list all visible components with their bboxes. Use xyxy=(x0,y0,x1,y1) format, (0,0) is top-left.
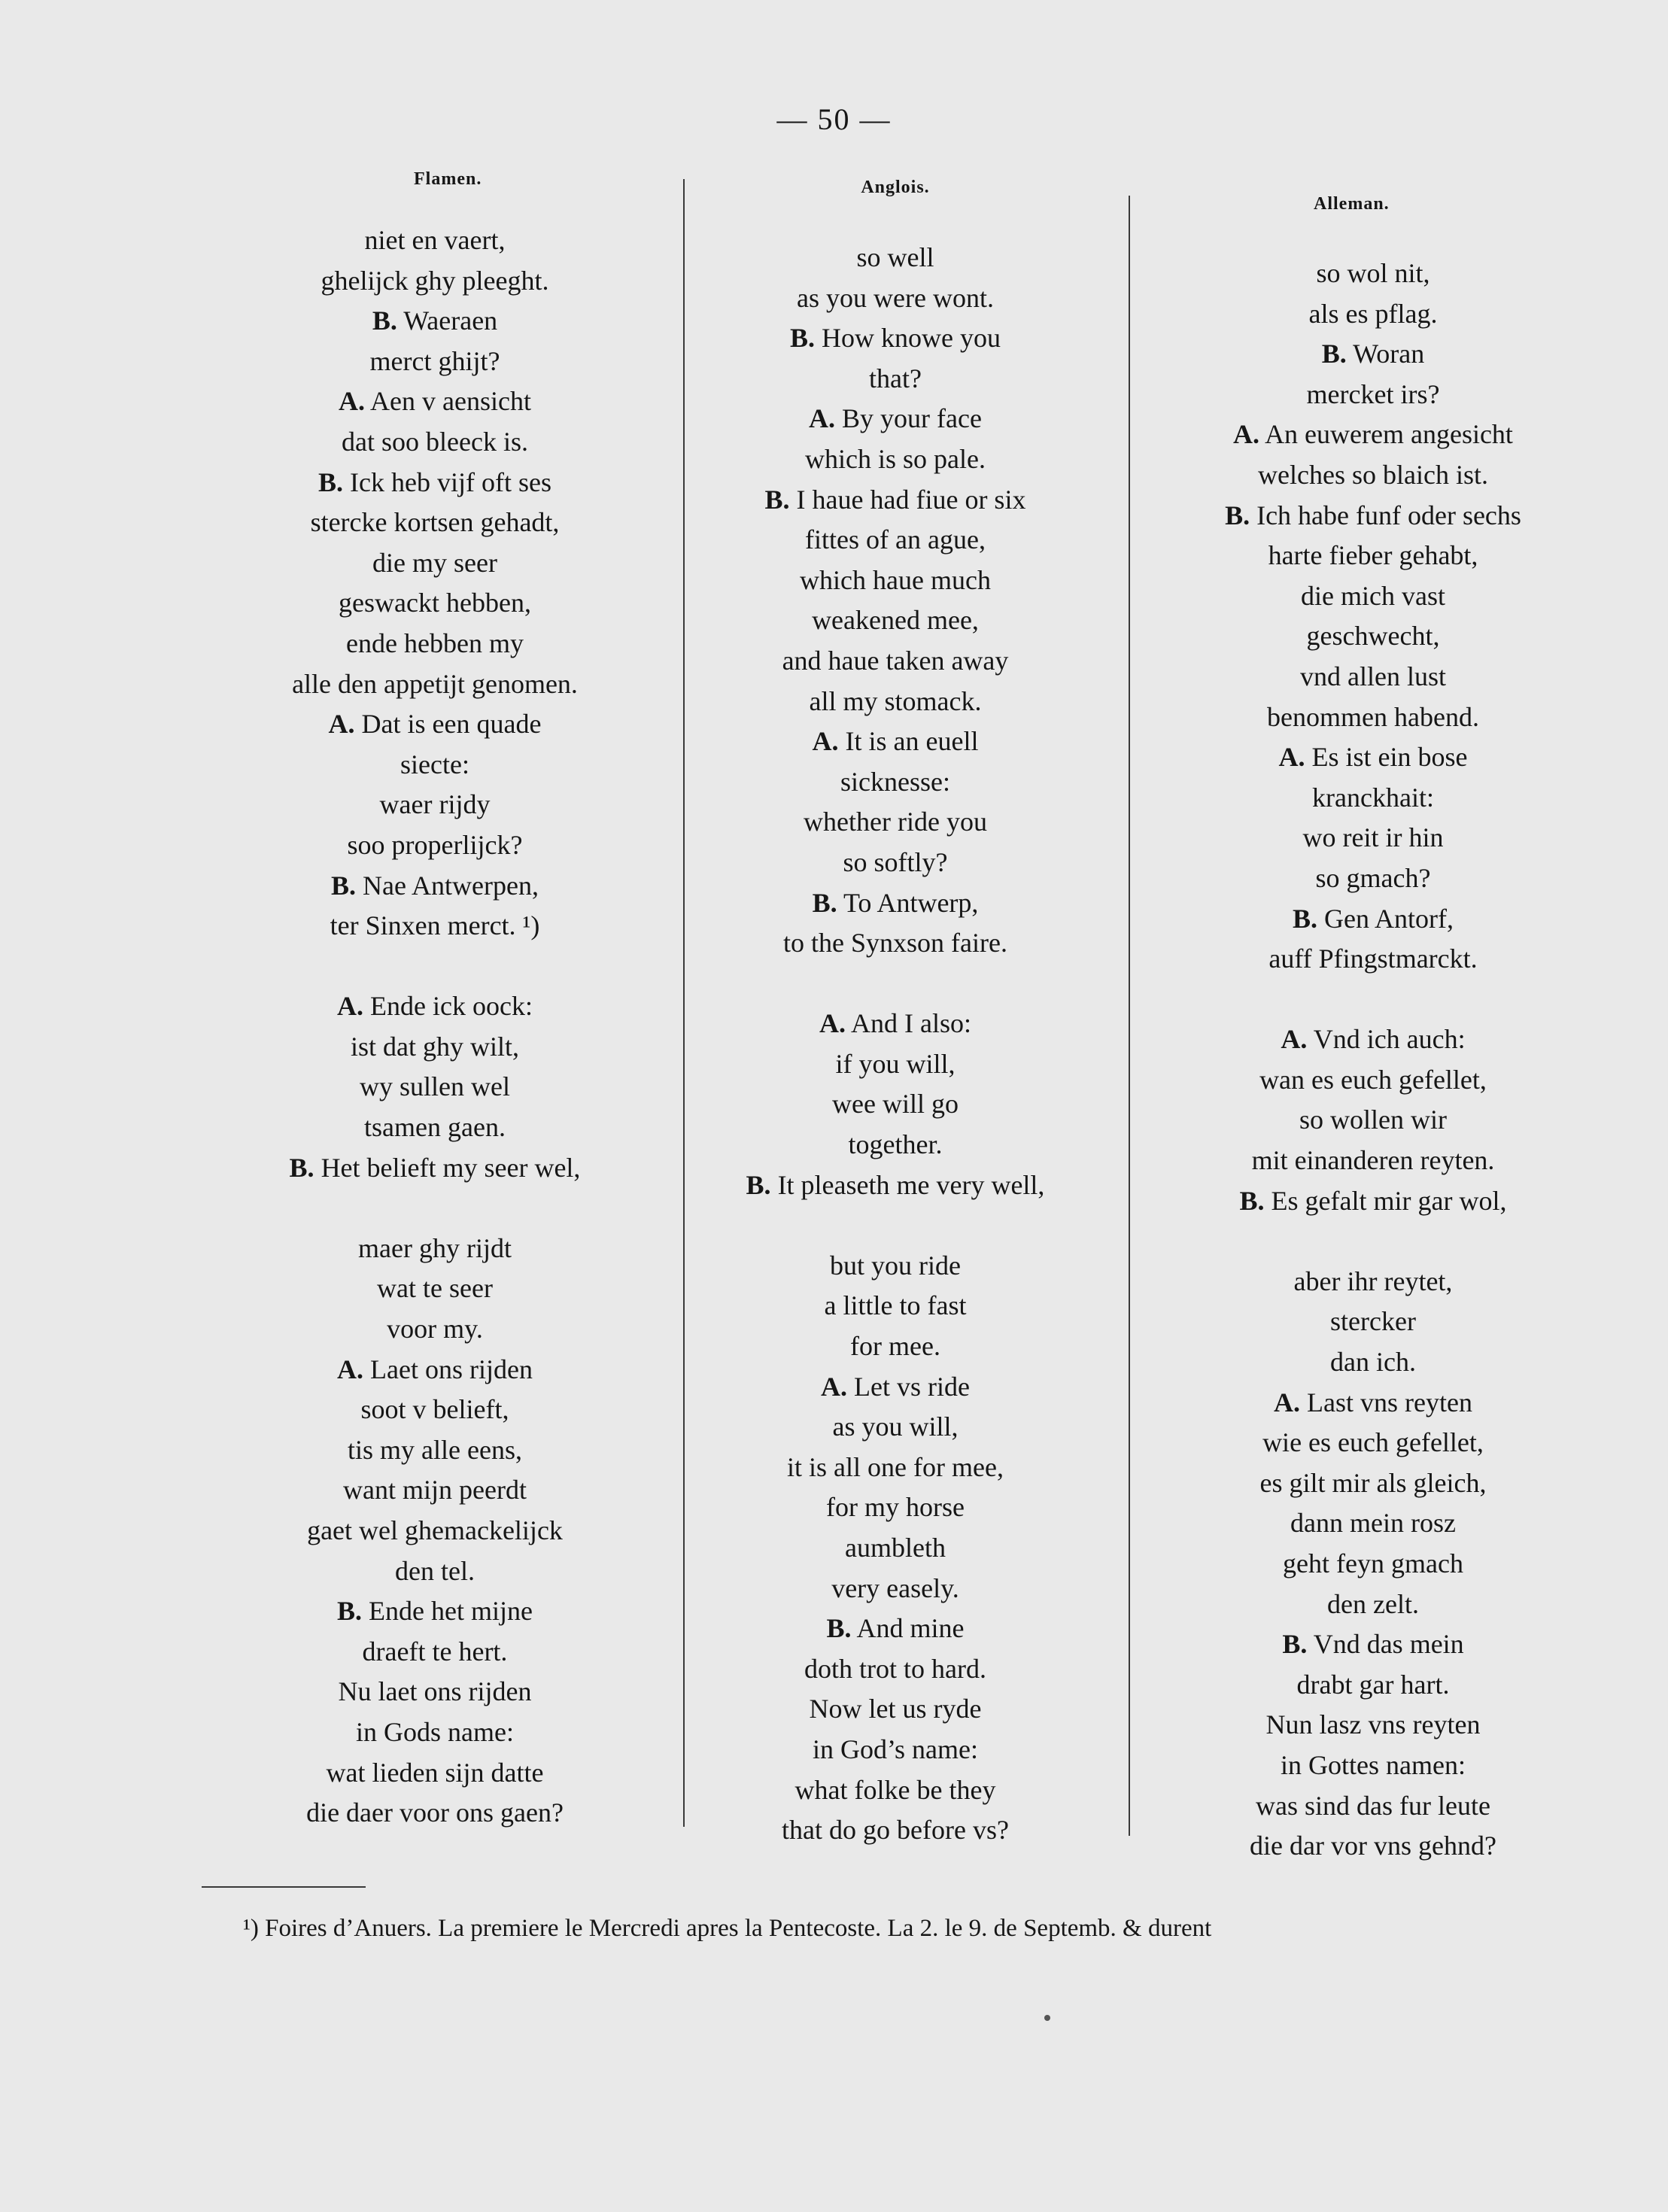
text-line xyxy=(681,843,1110,883)
line-text: Nun lasz vns reyten xyxy=(1265,1709,1481,1740)
text-line xyxy=(224,261,646,302)
line-text: harte fieber gehabt, xyxy=(1268,540,1478,571)
text-line xyxy=(1144,1503,1603,1544)
line-text: als es pflag. xyxy=(1308,298,1438,329)
text-line xyxy=(224,1067,646,1108)
line-text: in Gods name: xyxy=(356,1716,514,1747)
line-text: es gilt mir als gleich, xyxy=(1259,1467,1487,1498)
text-line xyxy=(1144,1624,1603,1665)
line-text: tis my alle eens, xyxy=(348,1434,522,1465)
line-text: so well xyxy=(856,242,934,272)
speaker-label: B. xyxy=(372,305,397,336)
text-line xyxy=(224,422,646,463)
text-line xyxy=(224,946,646,987)
column-text-anglois xyxy=(681,238,1110,1851)
text-line xyxy=(1144,1383,1603,1424)
line-text: wee will go xyxy=(832,1089,959,1120)
line-text: Es gefalt mir gar wol, xyxy=(1271,1185,1507,1216)
text-line xyxy=(681,923,1110,964)
column-heading-alleman: Alleman. xyxy=(1314,194,1390,214)
text-line xyxy=(681,682,1110,722)
text-line xyxy=(1144,576,1603,617)
line-text: wat te seer xyxy=(377,1273,493,1304)
text-line xyxy=(681,964,1110,1004)
column-divider-right xyxy=(1129,196,1130,1836)
line-text: den tel. xyxy=(395,1555,475,1586)
text-line xyxy=(1144,536,1603,576)
line-text: for my horse xyxy=(826,1492,965,1523)
line-text: that do go before vs? xyxy=(782,1815,1009,1846)
text-line xyxy=(1144,1141,1603,1181)
text-line xyxy=(681,641,1110,682)
text-line xyxy=(1144,899,1603,940)
text-line xyxy=(1144,737,1603,778)
line-text: in God’s name: xyxy=(813,1733,978,1764)
speaker-label: A. xyxy=(819,1008,846,1039)
text-line xyxy=(1144,496,1603,536)
speaker-label: A. xyxy=(337,1354,364,1384)
text-line xyxy=(224,342,646,382)
line-text: die daer voor ons gaen? xyxy=(306,1797,564,1828)
speaker-label: A. xyxy=(1278,742,1305,773)
speaker-label: B. xyxy=(1282,1629,1308,1660)
line-text: fittes of an ague, xyxy=(805,524,986,555)
line-text: merct ghijt? xyxy=(369,345,500,376)
line-text: a little to fast xyxy=(824,1290,967,1321)
speaker-label: A. xyxy=(328,709,355,740)
line-text: it is all one for mee, xyxy=(787,1451,1004,1482)
speaker-label: B. xyxy=(1293,903,1318,934)
text-line xyxy=(681,1044,1110,1085)
text-line xyxy=(224,1793,646,1834)
text-line xyxy=(681,1286,1110,1326)
text-line xyxy=(224,1470,646,1511)
line-text: I haue had fiue or six xyxy=(796,484,1026,515)
text-line xyxy=(224,1712,646,1753)
text-line xyxy=(1144,616,1603,657)
text-line xyxy=(224,1632,646,1673)
column-flamen xyxy=(224,169,646,1834)
line-text: which haue much xyxy=(800,564,991,595)
line-text: dann mein rosz xyxy=(1290,1508,1456,1539)
line-text: Last vns reyten xyxy=(1307,1387,1472,1417)
footnote: ¹) Foires d’Anuers. La premiere le Mercredi apres la Pentecoste. La 2. le 9. de Septemb. & durent xyxy=(243,1915,1212,1942)
line-text: Now let us ryde xyxy=(809,1694,982,1724)
line-text: Nu laet ons rijden xyxy=(338,1676,532,1707)
line-text: maer ghy rijdt xyxy=(358,1232,512,1263)
text-line xyxy=(681,1246,1110,1287)
text-line xyxy=(1144,1463,1603,1504)
line-text: sicknesse: xyxy=(840,766,950,797)
text-line xyxy=(1144,657,1603,697)
line-text: stercker xyxy=(1330,1306,1416,1337)
line-text: Gen Antorf, xyxy=(1324,903,1454,934)
text-line xyxy=(224,906,646,946)
line-text: dan ich. xyxy=(1330,1347,1416,1378)
text-line xyxy=(681,1649,1110,1690)
text-line xyxy=(224,1108,646,1148)
text-line xyxy=(1144,939,1603,980)
text-line xyxy=(1144,1100,1603,1141)
line-text: dat soo bleeck is. xyxy=(342,426,528,457)
line-text: aber ihr reytet, xyxy=(1293,1266,1453,1296)
speaker-label: B. xyxy=(331,870,357,901)
text-line xyxy=(224,1753,646,1794)
text-line xyxy=(1144,294,1603,335)
line-text: mercket irs? xyxy=(1306,378,1440,409)
speaker-label: A. xyxy=(1281,1024,1308,1055)
page-number: — 50 — xyxy=(776,102,892,136)
line-text: To Antwerp, xyxy=(843,887,979,918)
text-line xyxy=(681,278,1110,319)
line-text: so softly? xyxy=(843,846,948,877)
line-text: Dat is een quade xyxy=(361,709,542,740)
line-text: kranckhait: xyxy=(1312,782,1434,813)
text-line xyxy=(681,1004,1110,1044)
speaker-label: A. xyxy=(821,1371,848,1402)
line-text: die my seer xyxy=(372,547,497,578)
line-text: gaet wel ghemackelijck xyxy=(307,1515,563,1545)
speaker-label: B. xyxy=(826,1613,852,1644)
line-text: but you ride xyxy=(830,1250,961,1281)
text-line xyxy=(224,785,646,825)
line-text: together. xyxy=(848,1129,943,1160)
line-text: Waeraen xyxy=(403,305,498,336)
speaker-label: A. xyxy=(809,403,836,434)
text-line xyxy=(1144,1342,1603,1383)
text-line xyxy=(1144,1585,1603,1625)
text-line xyxy=(681,1810,1110,1851)
line-text: welches so blaich ist. xyxy=(1258,459,1488,490)
column-alleman xyxy=(1144,194,1603,1867)
text-line xyxy=(224,220,646,261)
text-line xyxy=(224,1188,646,1229)
text-line xyxy=(681,480,1110,521)
line-text: wat lieden sijn datte xyxy=(326,1757,544,1788)
line-text: which is so pale. xyxy=(805,443,986,474)
text-line xyxy=(681,1165,1110,1206)
speaker-label: B. xyxy=(289,1152,314,1183)
text-line xyxy=(681,1084,1110,1125)
speaker-label: B. xyxy=(764,484,790,515)
line-text: weakened mee, xyxy=(812,605,979,636)
text-line xyxy=(681,439,1110,480)
text-line xyxy=(1144,254,1603,294)
line-text: if you will, xyxy=(835,1048,956,1079)
line-text: waer rijdy xyxy=(379,789,491,820)
line-text: An euwerem angesicht xyxy=(1265,419,1513,450)
line-text: drabt gar hart. xyxy=(1296,1669,1450,1700)
text-line xyxy=(224,986,646,1027)
speaker-label: A. xyxy=(337,991,364,1022)
line-text: den zelt. xyxy=(1327,1588,1419,1619)
line-text: vnd allen lust xyxy=(1300,661,1446,691)
text-line xyxy=(681,1326,1110,1367)
text-line xyxy=(1144,858,1603,899)
text-line xyxy=(681,1487,1110,1528)
line-text: Woran xyxy=(1353,339,1425,369)
text-line xyxy=(224,1390,646,1430)
text-line xyxy=(224,463,646,503)
line-text: wan es euch gefellet, xyxy=(1259,1064,1487,1095)
line-text: soot v belieft, xyxy=(360,1394,509,1425)
line-text: ghelijck ghy pleeght. xyxy=(321,265,549,296)
line-text: so gmach? xyxy=(1315,862,1431,893)
text-line xyxy=(681,1569,1110,1609)
text-line xyxy=(1144,1019,1603,1060)
line-text: die dar vor vns gehnd? xyxy=(1250,1831,1496,1861)
line-text: Ick heb vijf oft ses xyxy=(350,466,551,497)
speaker-label: A. xyxy=(339,386,366,417)
speaker-label: B. xyxy=(790,323,816,354)
text-line xyxy=(224,1309,646,1350)
line-text: aumbleth xyxy=(845,1533,946,1563)
speaker-label: B. xyxy=(1239,1185,1265,1216)
text-line xyxy=(681,1689,1110,1730)
line-text: Ich habe funf oder sechs xyxy=(1256,500,1521,530)
speaker-label: B. xyxy=(337,1596,363,1627)
line-text: And I also: xyxy=(851,1008,971,1039)
speaker-label: A. xyxy=(812,726,839,757)
column-text-alleman xyxy=(1144,254,1603,1867)
line-text: Vnd das mein xyxy=(1313,1629,1464,1660)
line-text: wie es euch gefellet, xyxy=(1262,1427,1484,1458)
line-text: Nae Antwerpen, xyxy=(363,870,539,901)
line-text: so wol nit, xyxy=(1316,258,1430,288)
line-text: benommen habend. xyxy=(1267,701,1479,732)
text-line xyxy=(224,543,646,584)
line-text: all my stomack. xyxy=(809,685,982,716)
speaker-label: A. xyxy=(1274,1387,1301,1417)
text-line xyxy=(1144,1181,1603,1222)
line-text: geschwecht, xyxy=(1306,621,1440,652)
text-line xyxy=(224,301,646,342)
line-text: doth trot to hard. xyxy=(804,1653,986,1684)
line-text: ter Sinxen merct. ¹) xyxy=(330,910,540,941)
text-line xyxy=(224,1591,646,1632)
text-line xyxy=(681,1407,1110,1448)
text-line xyxy=(224,1148,646,1189)
line-text: and haue taken away xyxy=(782,645,1009,676)
line-text: Vnd ich auch: xyxy=(1313,1024,1466,1055)
line-text: so wollen wir xyxy=(1299,1104,1447,1135)
text-line xyxy=(224,866,646,907)
ink-speck xyxy=(1044,2015,1050,2021)
line-text: stercke kortsen gehadt, xyxy=(310,507,560,538)
speaker-label: A. xyxy=(1233,419,1260,450)
column-text-flamen xyxy=(224,220,646,1834)
text-line xyxy=(1144,334,1603,375)
text-line xyxy=(224,1511,646,1551)
line-text: ende hebben my xyxy=(346,627,524,658)
text-line xyxy=(224,664,646,705)
line-text: for mee. xyxy=(850,1331,940,1362)
text-line xyxy=(681,1770,1110,1811)
speaker-label: B. xyxy=(746,1169,771,1200)
line-text: It is an euell xyxy=(845,726,979,757)
column-anglois xyxy=(681,178,1110,1851)
text-line xyxy=(681,883,1110,924)
line-text: very easely. xyxy=(831,1572,959,1603)
line-text: alle den appetijt genomen. xyxy=(292,668,578,699)
text-line xyxy=(224,1551,646,1592)
line-text: was sind das fur leute xyxy=(1256,1790,1490,1821)
text-line xyxy=(1144,1302,1603,1342)
text-line xyxy=(1144,1826,1603,1867)
text-line xyxy=(224,1269,646,1309)
line-text: whether ride you xyxy=(804,807,987,837)
text-line xyxy=(1144,778,1603,819)
text-line xyxy=(681,1528,1110,1569)
text-line xyxy=(224,1229,646,1269)
text-line xyxy=(681,1367,1110,1408)
text-line xyxy=(681,561,1110,601)
text-line xyxy=(681,600,1110,641)
text-line xyxy=(224,381,646,422)
line-text: in Gottes namen: xyxy=(1281,1749,1466,1780)
text-line xyxy=(681,1609,1110,1649)
line-text: tsamen gaen. xyxy=(364,1112,506,1143)
text-line xyxy=(1144,818,1603,858)
line-text: as you will, xyxy=(832,1411,959,1442)
text-line xyxy=(224,745,646,785)
text-line xyxy=(1144,1221,1603,1262)
text-line xyxy=(224,1672,646,1712)
text-line xyxy=(1144,1262,1603,1302)
line-text: draeft te hert. xyxy=(362,1636,508,1667)
speaker-label: B. xyxy=(318,466,344,497)
text-line xyxy=(1144,1705,1603,1746)
line-text: Aen v aensicht xyxy=(370,386,531,417)
text-line xyxy=(1144,1060,1603,1101)
line-text: as you were wont. xyxy=(797,282,994,313)
line-text: Let vs ride xyxy=(854,1371,970,1402)
speaker-label: B. xyxy=(1225,500,1250,530)
line-text: Ende ick oock: xyxy=(370,991,533,1022)
line-text: geht feyn gmach xyxy=(1283,1548,1463,1578)
text-line xyxy=(1144,1746,1603,1786)
text-line xyxy=(681,520,1110,561)
line-text: want mijn peerdt xyxy=(343,1475,527,1506)
text-line xyxy=(1144,375,1603,415)
text-line xyxy=(1144,697,1603,738)
line-text: And mine xyxy=(856,1613,965,1644)
text-line xyxy=(224,1027,646,1068)
text-line xyxy=(224,583,646,624)
text-line xyxy=(1144,980,1603,1020)
line-text: It pleaseth me very well, xyxy=(777,1169,1045,1200)
text-line xyxy=(1144,455,1603,496)
line-text: niet en vaert, xyxy=(364,225,506,255)
line-text: mit einanderen reyten. xyxy=(1251,1145,1495,1176)
text-line xyxy=(224,825,646,866)
text-line xyxy=(681,802,1110,843)
line-text: Laet ons rijden xyxy=(370,1354,533,1384)
line-text: die mich vast xyxy=(1301,580,1445,611)
line-text: ist dat ghy wilt, xyxy=(351,1031,519,1062)
line-text: By your face xyxy=(842,403,982,434)
column-heading-flamen: Flamen. xyxy=(414,169,482,189)
text-line xyxy=(1144,415,1603,455)
text-line xyxy=(224,503,646,543)
text-line xyxy=(224,1430,646,1471)
text-line xyxy=(681,1125,1110,1165)
text-line xyxy=(681,1205,1110,1246)
text-line xyxy=(681,722,1110,762)
line-text: wy sullen wel xyxy=(360,1071,510,1102)
line-text: wo reit ir hin xyxy=(1302,822,1444,853)
line-text: geswackt hebben, xyxy=(339,588,531,618)
text-line xyxy=(681,1730,1110,1770)
text-line xyxy=(681,762,1110,803)
footnote-rule xyxy=(202,1886,366,1888)
line-text: Ende het mijne xyxy=(369,1596,533,1627)
column-heading-anglois: Anglois. xyxy=(861,178,930,197)
line-text: voor my. xyxy=(387,1314,483,1345)
line-text: siecte: xyxy=(400,749,469,779)
text-line xyxy=(1144,1423,1603,1463)
line-text: auff Pfingstmarckt. xyxy=(1268,943,1478,974)
text-line xyxy=(1144,1665,1603,1706)
text-line xyxy=(681,359,1110,400)
line-text: to the Synxson faire. xyxy=(783,928,1007,959)
line-text: Het belieft my seer wel, xyxy=(321,1152,581,1183)
line-text: that? xyxy=(869,363,922,393)
line-text: Es ist ein bose xyxy=(1311,742,1468,773)
text-line xyxy=(1144,1786,1603,1827)
text-line xyxy=(1144,1544,1603,1585)
speaker-label: B. xyxy=(1321,339,1347,369)
text-line xyxy=(224,704,646,745)
text-line xyxy=(224,624,646,664)
text-line xyxy=(681,318,1110,359)
text-line xyxy=(224,1350,646,1390)
text-line xyxy=(681,399,1110,439)
speaker-label: B. xyxy=(812,887,837,918)
text-line xyxy=(681,1448,1110,1488)
text-line xyxy=(681,238,1110,278)
line-text: How knowe you xyxy=(822,323,1001,354)
line-text: what folke be they xyxy=(795,1774,996,1805)
line-text: soo properlijck? xyxy=(347,829,523,860)
